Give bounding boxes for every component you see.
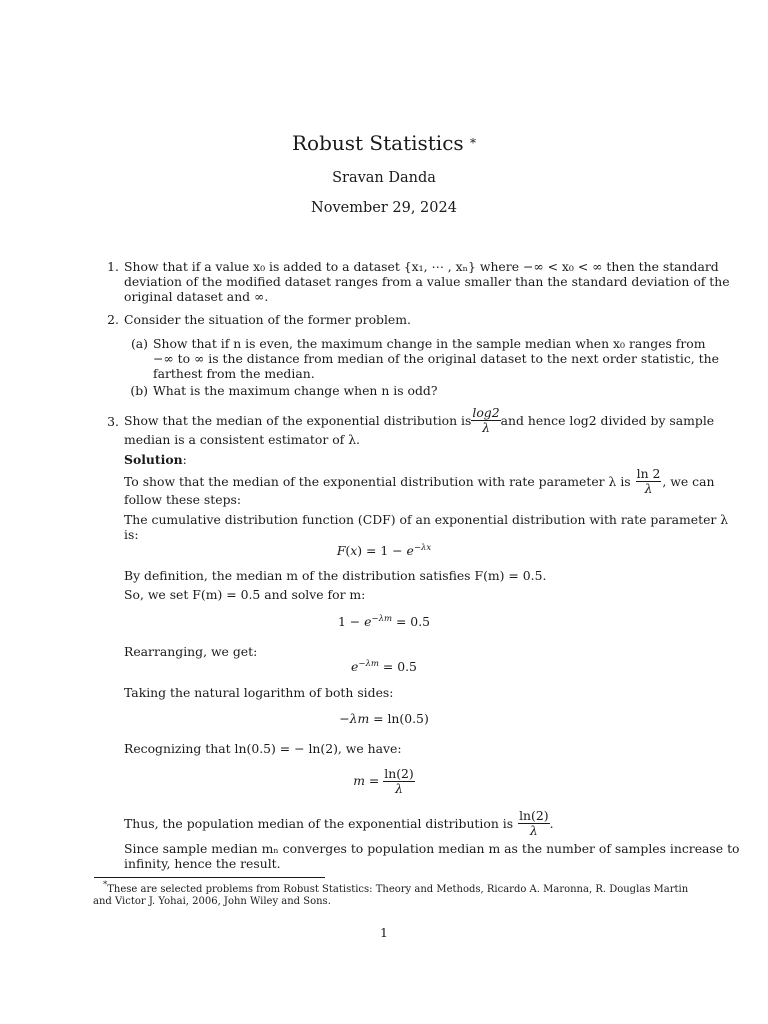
paper-date: November 29, 2024 [311, 200, 457, 216]
problem-number: 2. [107, 312, 119, 327]
since-line-1: Since sample median mₙ converges to population median m as the number of samples increase to [124, 841, 740, 856]
fraction-ln2-over-lambda: $\frac{\ln 2}{\lambda}$ [636, 466, 661, 496]
cdf-line-1: The cumulative distribution function (CDF) of an exponential distribution with rate parameter λ [124, 512, 729, 527]
fraction-population-median: $\frac{\ln(2)}{\lambda}$ [519, 808, 549, 838]
rearranging-line: Rearranging, we get: [124, 644, 258, 659]
author-name: Sravan Danda [332, 170, 436, 186]
paper-title: Robust Statistics * [291, 131, 477, 155]
set-line: So, we set F(m) = 0.5 and solve for m: [124, 587, 366, 602]
footnote-line-2: and Victor J. Yohai, 2006, John Wiley and Sons. [93, 896, 331, 907]
footnote [93, 879, 689, 908]
equation-log: −λm = ln(0.5) [339, 711, 429, 726]
footnote-line-1: These are selected problems from Robust Statistics: Theory and Methods, Ricardo A. Maronna, R. Douglas Martin [107, 884, 689, 895]
problem-3-text-after: and hence log2 divided by sample [500, 413, 715, 428]
page-number: 1 [380, 925, 388, 940]
subpart-label-a: (a) [130, 336, 148, 351]
problem-number: 3. [107, 414, 119, 429]
problem-3-line-2: median is a consistent estimator of λ. [124, 432, 360, 447]
footnote-rule [94, 877, 325, 878]
thus-line: Thus, the population median of the exponential distribution is $\frac{\ln(2)}{\lambda}$ . [124, 808, 554, 838]
footnote-mark: * [103, 880, 108, 890]
subpart-a-line-1: Show that if n is even, the maximum change in the sample median when x₀ ranges from [153, 336, 706, 351]
title-footnote-mark: * [470, 136, 477, 150]
fraction-log2-over-lambda: $\frac{\log 2}{\lambda}$ [472, 405, 500, 435]
equation-cdf: $F(x) = 1 - e^{-\lambda x}$ [336, 543, 432, 558]
fraction-ln2-over-lambda-eq: $\frac{\ln(2)}{\lambda}$ [384, 766, 414, 796]
problem-1-line-2: deviation of the modified dataset ranges from a value smaller than the standard deviation of the [124, 274, 730, 289]
solution-intro: To show that the median of the exponential distribution with rate parameter λ is $\frac{\ln 2}{\lambda}$ , we can [124, 466, 715, 496]
equation-m: m = $\frac{\ln(2)}{\lambda}$ [353, 766, 414, 796]
solution-intro-line-2: follow these steps: [124, 492, 242, 507]
since-line-2: infinity, hence the result. [124, 856, 281, 871]
log-line: Taking the natural logarithm of both sides: [124, 685, 394, 700]
problem-2-text: Consider the situation of the former problem. [124, 312, 411, 327]
problem-3-text-before: Show that the median of the exponential distribution is [124, 413, 472, 428]
equation-set: $1 - e^{-\lambda m} = 0.5$ [337, 614, 431, 629]
subpart-label-b: (b) [130, 383, 148, 398]
problem-number: 1. [107, 259, 119, 274]
equation-rearranged: $e^{-\lambda m} = 0.5$ [351, 659, 417, 674]
cdf-line-2: is: [124, 527, 139, 542]
subpart-a-line-2: −∞ to ∞ is the distance from median of the original dataset to the next order statistic, the [153, 351, 719, 366]
solution-heading: Solution: [124, 452, 187, 467]
problem-1-line-1: Show that if a value x₀ is added to a dataset {x₁, ⋯ , xₙ} where −∞ < x₀ < ∞ then the standard [124, 259, 719, 274]
recognizing-line: Recognizing that ln(0.5) = − ln(2), we have: [124, 741, 402, 756]
subpart-b-text: What is the maximum change when n is odd? [153, 383, 438, 398]
problem-1-line-3: original dataset and ∞. [124, 289, 269, 304]
definition-line: By definition, the median m of the distribution satisfies F(m) = 0.5. [124, 568, 547, 583]
subpart-a-line-3: farthest from the median. [153, 366, 315, 381]
